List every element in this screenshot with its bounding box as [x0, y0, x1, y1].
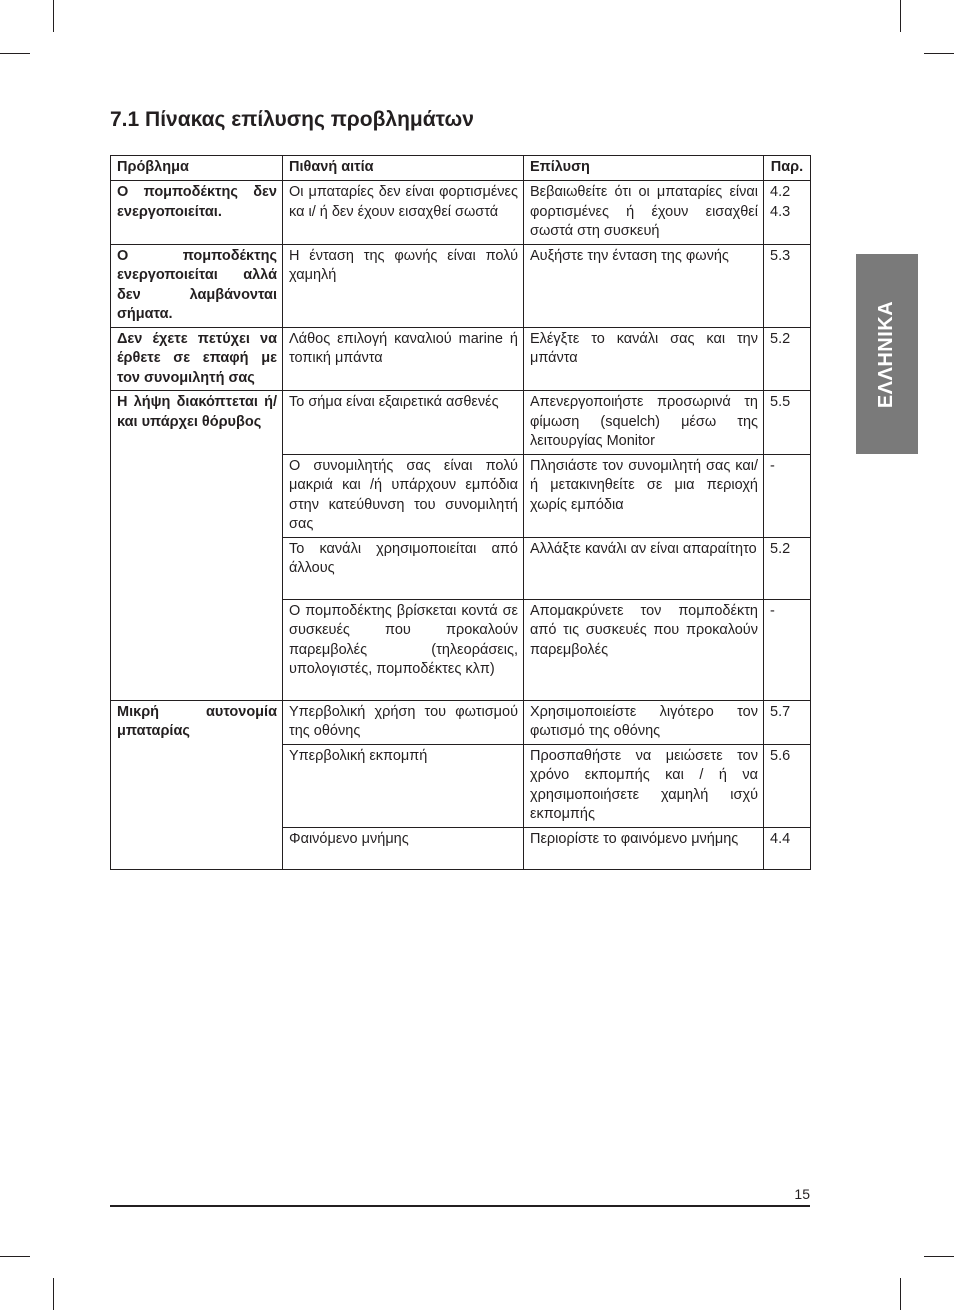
problem-cell: Ο πομποδέκτης δεν ενεργοποιείται.: [111, 181, 283, 245]
header-cause: Πιθανή αιτία: [283, 156, 524, 181]
table-row: [111, 700, 811, 744]
problem-cell: Ο πομποδέκτης ενεργοποιείται αλλά δεν λαμβάνονται σήματα.: [111, 244, 283, 327]
table-row: [111, 181, 811, 245]
crop-mark: [900, 0, 901, 32]
crop-mark: [924, 1256, 954, 1257]
crop-mark: [900, 1278, 901, 1310]
cause-cell: Υπερβολική εκπομπή: [283, 744, 524, 827]
par-cell: 5.3: [764, 244, 811, 327]
par-cell: 5.6: [764, 744, 811, 827]
cause-cell: Υπερβολική χρήση του φωτισμού της οθόνης: [283, 700, 524, 744]
header-problem: Πρόβλημα: [111, 156, 283, 181]
par-cell: 5.5: [764, 391, 811, 455]
solution-cell: Ελέγξτε το κανάλι σας και την μπάντα: [524, 327, 764, 391]
header-solution: Επίλυση: [524, 156, 764, 181]
par-cell: -: [764, 454, 811, 537]
problem-cell: Η λήψη διακόπτεται ή/ και υπάρχει θόρυβος: [111, 391, 283, 701]
par-cell: -: [764, 599, 811, 700]
crop-mark: [53, 0, 54, 32]
solution-cell: Χρησιμοποιείστε λιγότερο τον φωτισμό της οθόνης: [524, 700, 764, 744]
page-title: 7.1 Πίνακας επίλυσης προβλημάτων: [110, 108, 474, 131]
solution-cell: Αυξήστε την ένταση της φωνής: [524, 244, 764, 327]
page-number: 15: [794, 1186, 810, 1202]
cause-cell: Ο συνομιλητής σας είναι πολύ μακριά και /ή υπάρχουν εμπόδια στην κατεύθυνση του συνομιλητή σας: [283, 454, 524, 537]
header-par: Παρ.: [764, 156, 811, 181]
language-side-tab: [856, 254, 918, 454]
cause-cell: Φαινόμενο μνήμης: [283, 827, 524, 869]
cause-cell: Οι μπαταρίες δεν είναι φορτισμένες κα ι/ ή δεν έχουν εισαχθεί σωστά: [283, 181, 524, 245]
solution-cell: Βεβαιωθείτε ότι οι μπαταρίες είναι φορτισμένες ή έχουν εισαχθεί σωστά στη συσκευή: [524, 181, 764, 245]
cause-cell: Η ένταση της φωνής είναι πολύ χαμηλή: [283, 244, 524, 327]
crop-mark: [924, 53, 954, 54]
table-row: [111, 327, 811, 391]
crop-mark: [0, 1256, 30, 1257]
par-cell: 5.2: [764, 537, 811, 599]
language-label: ΕΛΛΗΝΙΚΑ: [875, 300, 898, 408]
solution-cell: Αλλάξτε κανάλι αν είναι απαραίτητο: [524, 537, 764, 599]
solution-cell: Πλησιάστε τον συνομιλητή σας και/ή μετακινηθείτε σε μια περιοχή χωρίς εμπόδια: [524, 454, 764, 537]
solution-cell: Απενεργοποιήστε προσωρινά τη φίμωση (squelch) μέσω της λειτουργίας Monitor: [524, 391, 764, 455]
crop-mark: [53, 1278, 54, 1310]
footer-rule: [110, 1205, 810, 1207]
cause-cell: Το κανάλι χρησιμοποιείται από άλλους: [283, 537, 524, 599]
problem-cell: Δεν έχετε πετύχει να έρθετε σε επαφή με τον συνομιλητή σας: [111, 327, 283, 391]
problem-cell: Μικρή αυτονομία μπαταρίας: [111, 700, 283, 869]
cause-cell: Λάθος επιλογή καναλιού marine ή τοπική μπάντα: [283, 327, 524, 391]
troubleshooting-table: [110, 155, 811, 870]
table-row: [111, 244, 811, 327]
solution-cell: Περιορίστε το φαινόμενο μνήμης: [524, 827, 764, 869]
par-cell: 4.2 4.3: [764, 181, 811, 245]
par-cell: 5.2: [764, 327, 811, 391]
par-cell: 4.4: [764, 827, 811, 869]
cause-cell: Ο πομποδέκτης βρίσκεται κοντά σε συσκευές που προκαλούν παρεμβολές (τηλεοράσεις, υπολογιστές, πομποδέκτες κλπ): [283, 599, 524, 700]
crop-mark: [0, 53, 30, 54]
cause-cell: Το σήμα είναι εξαιρετικά ασθενές: [283, 391, 524, 455]
par-cell: 5.7: [764, 700, 811, 744]
table-row: [111, 391, 811, 455]
solution-cell: Απομακρύνετε τον πομποδέκτη από τις συσκευές που προκαλούν παρεμβολές: [524, 599, 764, 700]
table-header-row: [111, 156, 811, 181]
solution-cell: Προσπαθήστε να μειώσετε τον χρόνο εκπομπής και / ή να χρησιμοποιήσετε χαμηλή ισχύ εκπομπής: [524, 744, 764, 827]
